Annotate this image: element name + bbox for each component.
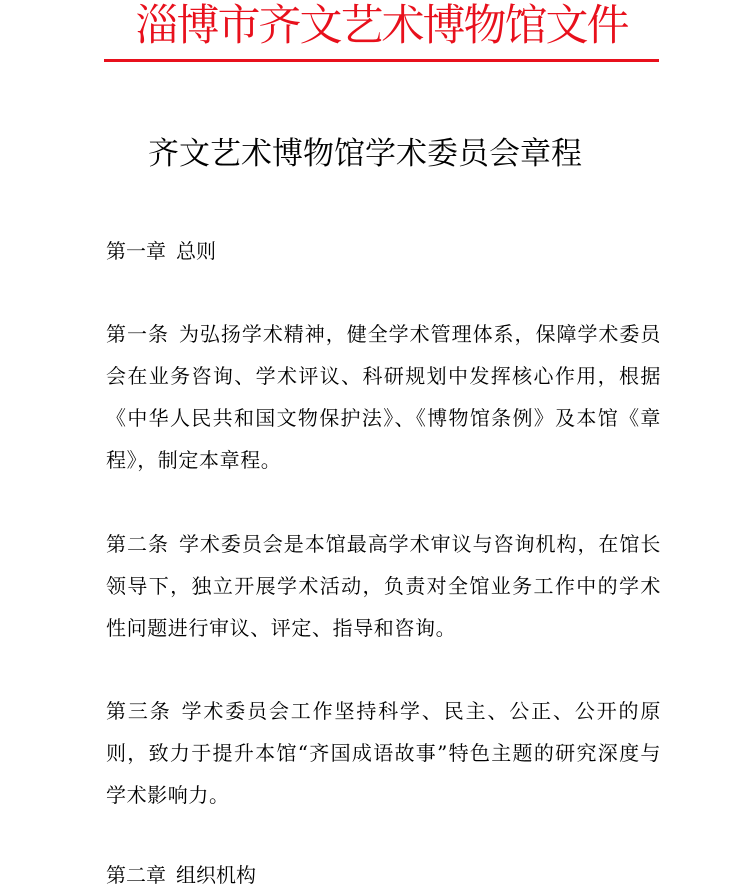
- chapter-name: 总则: [176, 239, 216, 263]
- article-text: 为弘扬学术精神，健全学术管理体系，保障学术委员会在业务咨询、学术评议、科研规划中发挥核心作用，根据《中华人民共和国文物保护法》、《博物馆条例》及本馆《章程》，制定本章程。: [106, 322, 661, 472]
- chapter-number: 第一章: [106, 239, 166, 263]
- masthead-red-rule: [104, 59, 659, 62]
- article-number: 第三条: [106, 699, 172, 723]
- chapter-heading-1: [106, 230, 216, 272]
- article-2: [106, 523, 661, 649]
- article-text: 学术委员会工作坚持科学、民主、公正、公开的原则，致力于提升本馆“齐国成语故事”特色主题的研究深度与学术影响力。: [106, 699, 661, 807]
- article-3: [106, 690, 661, 816]
- article-number: 第一条: [106, 322, 169, 346]
- document-title: 齐文艺术博物馆学术委员会章程: [148, 136, 582, 172]
- issuer-masthead: 淄博市齐文艺术博物馆文件: [135, 1, 628, 51]
- article-text: 学术委员会是本馆最高学术审议与咨询机构，在馆长领导下，独立开展学术活动，负责对全馆业务工作中的学术性问题进行审议、评定、指导和咨询。: [106, 532, 661, 640]
- chapter-number: 第二章: [106, 863, 166, 887]
- article-number: 第二条: [106, 532, 169, 556]
- chapter-name: 组织机构: [176, 863, 256, 887]
- article-1: [106, 313, 661, 481]
